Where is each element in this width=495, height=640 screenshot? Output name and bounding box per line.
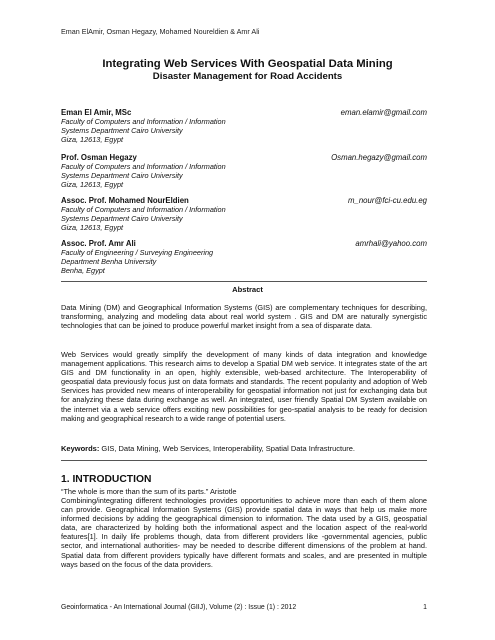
- paper-title: Integrating Web Services With Geospatial Data Mining: [102, 58, 393, 70]
- abstract-paragraph-1: Data Mining (DM) and Geographical Information Systems (GIS) are complementary techniques for describing, transforming, analyzing and modeling data about real world system . GIS and DM are naturally synergistic technologies that can be joined to produce powerful market insight from a sea of disparate data.: [61, 303, 427, 331]
- author-block-1: [61, 108, 427, 144]
- author-name: Assoc. Prof. Mohamed NourEldien: [61, 196, 189, 205]
- author-affiliation-line: Faculty of Computers and Information / Information: [61, 205, 226, 214]
- keywords-line: [61, 444, 427, 453]
- author-affiliation-line: Department Benha University: [61, 257, 157, 266]
- abstract-paragraph-2: Web Services would greatly simplify the development of many kinds of data integration and knowledge management applications. This research aims to develop a Spatial DM web service. It integrates state of the art GIS and DM functionality in an open, highly extensible, web-based architecture. The Interoperability of geospatial data previously focus just on data formats and standards. The recent popularity and adoption of Web Services has provided new means of interoperability for geospatial information not just for exchanging data but for analyzing these data during exchange as well. An integrated, user friendly Spatial DM System available on the internet via a web service offers exciting new possibilities for geo-spatial analysis to be ready for decision making and geographical research to a wide range of potential users.: [61, 350, 427, 423]
- divider-rule: [61, 460, 427, 461]
- author-name: Assoc. Prof. Amr Ali: [61, 239, 136, 248]
- author-block-2: [61, 153, 427, 189]
- author-affiliation-line: Systems Department Cairo University: [61, 126, 183, 135]
- section-heading: 1. INTRODUCTION: [61, 474, 152, 485]
- author-email[interactable]: amrhali@yahoo.com: [355, 239, 427, 248]
- author-email[interactable]: eman.elamir@gmail.com: [340, 108, 427, 117]
- keywords-text: GIS, Data Mining, Web Services, Interoperability, Spatial Data Infrastructure.: [99, 444, 356, 453]
- author-name: Prof. Osman Hegazy: [61, 153, 137, 162]
- running-head: Eman ElAmir, Osman Hegazy, Mohamed Noureldien & Amr Ali: [61, 27, 260, 36]
- author-affiliation-line: Faculty of Computers and Information / Information: [61, 162, 226, 171]
- intro-quote: “The whole is more than the sum of its parts.” Aristotle: [61, 487, 237, 496]
- author-affiliation-line: Giza, 12613, Egypt: [61, 135, 124, 144]
- keywords-label: Keywords:: [61, 444, 100, 453]
- page-number: 1: [423, 604, 427, 611]
- page-footer: [61, 604, 427, 611]
- author-block-3: [61, 196, 427, 232]
- author-affiliation-line: Faculty of Computers and Information / Information: [61, 117, 226, 126]
- author-affiliation-line: Faculty of Engineering / Surveying Engineering: [61, 248, 214, 257]
- divider-rule: [61, 281, 427, 282]
- author-affiliation-line: Giza, 12613, Egypt: [61, 223, 124, 232]
- author-affiliation-line: Systems Department Cairo University: [61, 214, 183, 223]
- author-name: Eman El Amir, MSc: [61, 108, 132, 117]
- author-email[interactable]: m_nour@fci-cu.edu.eg: [348, 196, 427, 205]
- abstract-heading: Abstract: [232, 285, 263, 294]
- author-email[interactable]: Osman.hegazy@gmail.com: [331, 153, 427, 162]
- author-block-4: [61, 239, 427, 275]
- author-affiliation-line: Benha, Egypt: [61, 266, 105, 275]
- footer-journal: Geoinformatica - An International Journal (GIIJ), Volume (2) : Issue (1) : 2012: [61, 604, 297, 611]
- paper-subtitle: Disaster Management for Road Accidents: [152, 71, 343, 82]
- author-affiliation-line: Giza, 12613, Egypt: [61, 180, 124, 189]
- intro-paragraph-1: Combining/integrating different technologies provides opportunities to achieve more than each of them alone can provide. Geographical Information Systems (GIS) provide spatial data in ways that help us make more informed decisions by adding the geographical dimension to information. The data used by a GIS, geospatial data, are characterized by holding both the informational aspect and the location aspect of the real-world features[1]. In daily life problems though, data from different providers like -governmental agencies, public sector, and international authorities- may be needed to describe different dimensions of the problem at hand. Spatial data from different providers typically have different formats and scales, and are presented in multiple ways based on the focus of the data providers.: [61, 496, 427, 569]
- author-affiliation-line: Systems Department Cairo University: [61, 171, 183, 180]
